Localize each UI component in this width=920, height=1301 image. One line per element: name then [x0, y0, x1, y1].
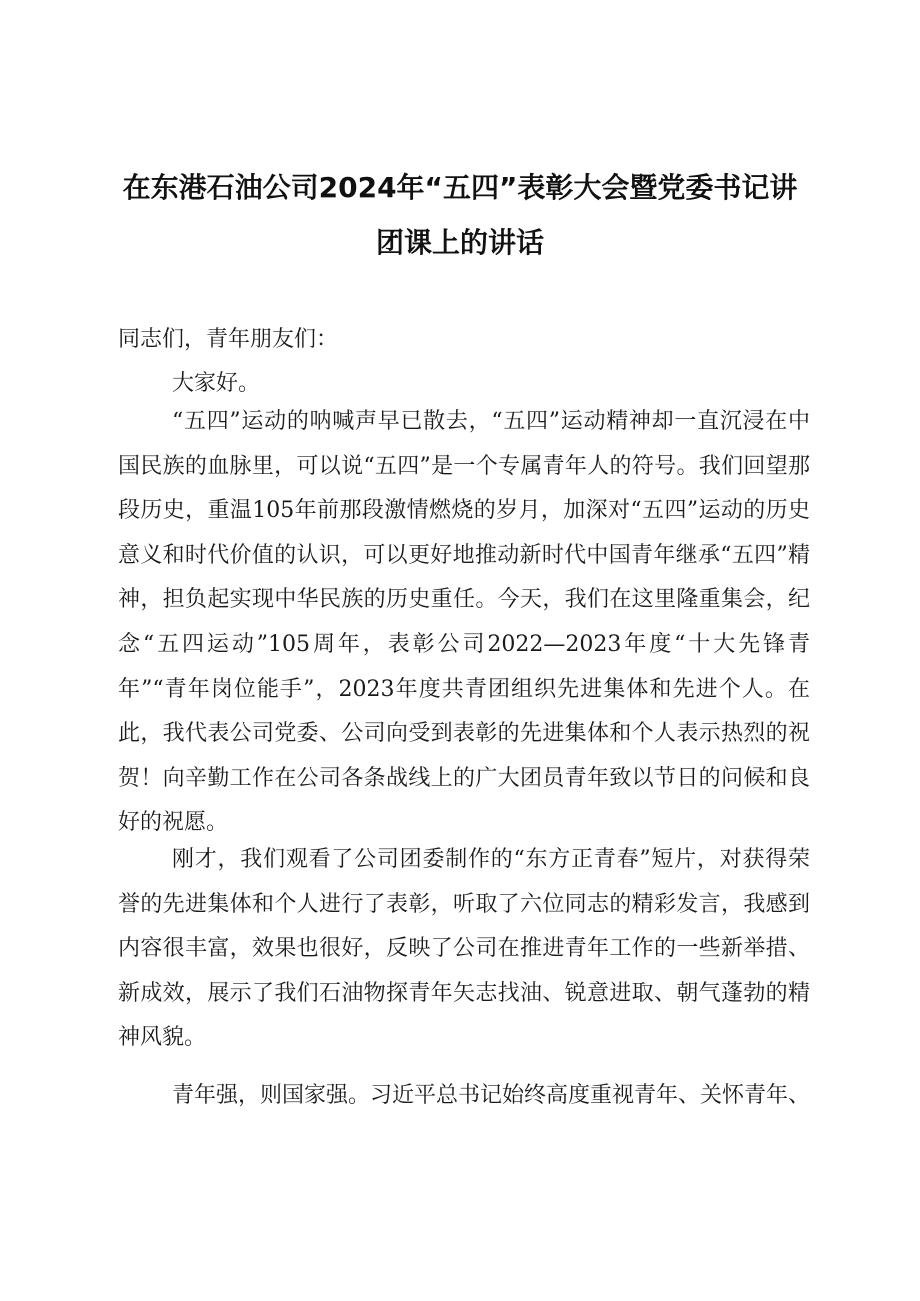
- paragraph-1: “五四”运动的呐喊声早已散去，“五四”运动精神却一直沉浸在中国民族的血脉里，可以说“五四”是一个专属青年人的符号。我们回望那段历史，重温105年前那段激情燃烧的岁月，加深对“五四”运动的历史意义和时代价值的认识，可以更好地推动新时代中国青年继承“五四”精神，担负起实现中华民族的历史重任。今天，我们在这里隆重集会，纪念“五四运动”105周年，表彰公司2022—2023年度“十大先锋青年”“青年岗位能手”，2023年度共青团组织先进集体和先进个人。在此，我代表公司党委、公司向受到表彰的先进集体和个人表示热烈的祝贺！向辛勤工作在公司各条战线上的广大团员青年致以节日的问候和良好的祝愿。: [118, 409, 810, 836]
- paragraph-2: 刚才，我们观看了公司团委制作的“东方正青春”短片，对获得荣誉的先进集体和个人进行了表彰，听取了六位同志的精彩发言，我感到内容很丰富，效果也很好，反映了公司在推进青年工作的一些新举措、新成效，展示了我们石油物探青年矢志找油、锐意进取、朝气蓬勃的精神风貌。: [118, 847, 810, 1051]
- salutation: 同志们，青年朋友们：: [118, 327, 339, 352]
- document-title-line-1: 在东港石油公司2024年“五四”表彰大会暨党委书记讲: [122, 171, 798, 204]
- paragraph-3: 青年强，则国家强。习近平总书记始终高度重视青年、关怀青年、: [172, 1083, 811, 1108]
- greeting: 大家好。: [172, 371, 261, 396]
- document-title-line-2: 团课上的讲话: [375, 226, 544, 259]
